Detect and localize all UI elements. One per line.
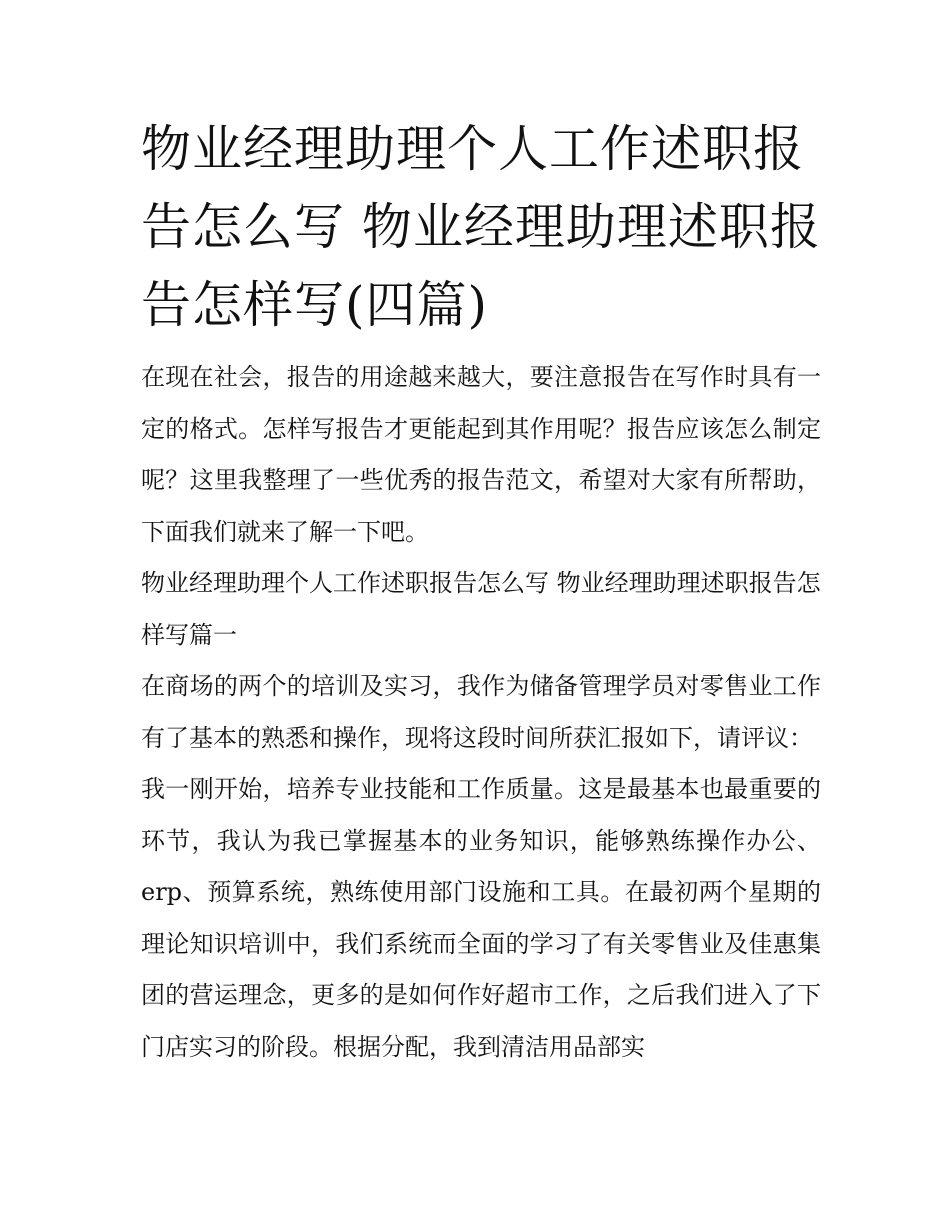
body-paragraph-1: 在商场的两个的培训及实习，我作为储备管理学员对零售业工作有了基本的熟悉和操作，现将这段时间所获汇报如下，请评议： [141, 672, 821, 752]
intro-paragraph: 在现在社会，报告的用途越来越大，要注意报告在写作时具有一定的格式。怎样写报告才更能起到其作用呢？报告应该怎么制定呢？这里我整理了一些优秀的报告范文，希望对大家有所帮助，下面我们就来了解一下吧。 [141, 363, 821, 546]
document-page [141, 110, 821, 1073]
section-heading: 物业经理助理个人工作述职报告怎么写 物业经理助理述职报告怎样写篇一 [141, 569, 821, 649]
document-title: 物业经理助理个人工作述职报告怎么写 物业经理助理述职报告怎样写(四篇) [141, 120, 821, 334]
body-paragraph-2: 我一刚开始，培养专业技能和工作质量。这是最基本也最重要的环节，我认为我已掌握基本的业务知识，能够熟练操作办公、erp、预算系统，熟练使用部门设施和工具。在最初两个星期的理论知识培训中，我们系统而全面的学习了有关零售业及佳惠集团的营运理念，更多的是如何作好超市工作，之后我们进入了下门店实习的阶段。根据分配，我到清洁用品部实 [141, 775, 821, 1061]
